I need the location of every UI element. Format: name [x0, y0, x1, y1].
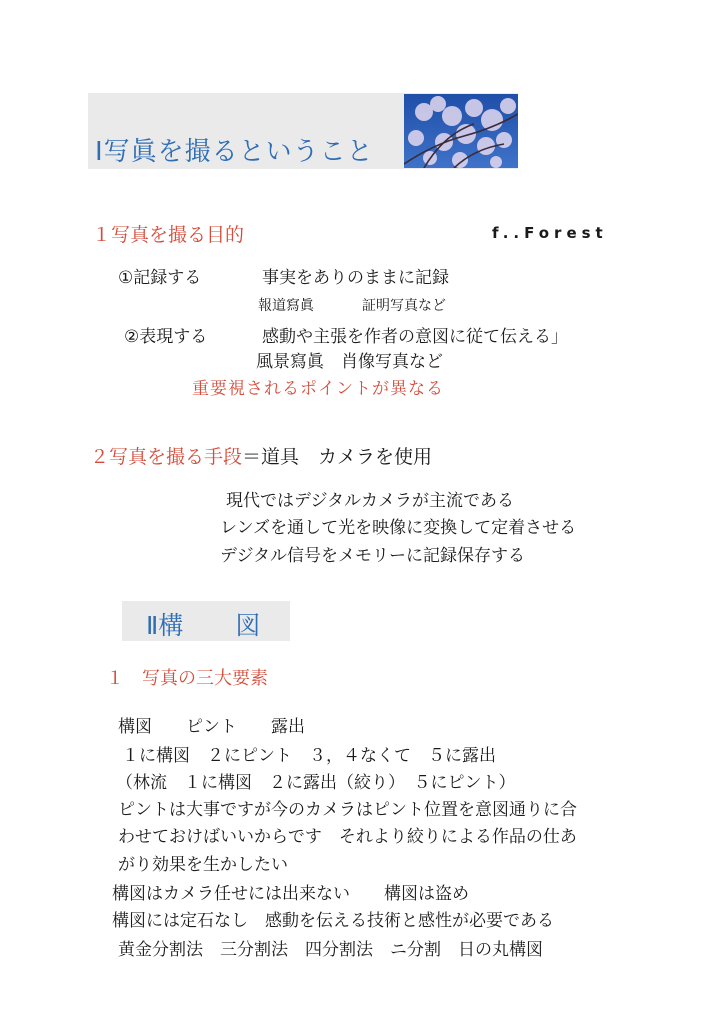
- item-1-desc: 事実をありのままに記録: [262, 268, 449, 288]
- section-2-title: [146, 606, 260, 642]
- elements-line-9: 黄金分割法 三分割法 四分割法 ニ分割 日の丸構図: [118, 940, 543, 960]
- subsection-1-2-heading-red: ２写真を撮る手段: [90, 446, 243, 468]
- item-1-example-1: 報道寫眞: [258, 298, 314, 314]
- means-line-1: 現代ではデジタルカメラが主流である: [226, 491, 514, 511]
- section-2-title-a: Ⅱ構: [146, 611, 184, 640]
- elements-line-8: 構図には定石なし 感動を伝える技術と感性が必要である: [112, 911, 554, 931]
- section-1-title: Ⅰ写眞を撮るということ: [95, 137, 374, 167]
- elements-line-5: わせておけばいいからです それより絞りによる作品の仕あ: [118, 827, 577, 847]
- means-line-2: レンズを通して光を映像に変換して定着させる: [220, 518, 577, 538]
- emphasis-text: 重要視されるポイントが異なる: [192, 379, 444, 399]
- elements-line-4: ピントは大事ですが今のカメラはピント位置を意図通りに合: [118, 800, 577, 820]
- subsection-1-2-heading-rest: ＝道具 カメラを使用: [242, 446, 433, 468]
- subsection-2-1-heading: １ 写真の三大要素: [106, 668, 268, 689]
- item-2-examples: 風景寫眞 肖像写真など: [256, 352, 443, 372]
- item-2-desc: 感動や主張を作者の意図に従て伝える」: [262, 327, 568, 347]
- subsection-1-1-heading: １写真を撮る目的: [92, 224, 245, 246]
- elements-line-6: がり効果を生かしたい: [118, 855, 288, 875]
- subsection-1-2-heading: [90, 442, 432, 469]
- signature: f..Forest: [492, 224, 608, 242]
- cherry-blossom-photo: [404, 94, 518, 168]
- means-line-3: デジタル信号をメモリーに記録保存する: [220, 546, 525, 566]
- item-2-label: ②表現する: [124, 327, 208, 347]
- elements-line-7: 構図はカメラ任せには出来ない 構図は盗め: [112, 884, 469, 904]
- elements-line-3: （林流 １に構図 ２に露出（絞り） ５にピント）: [116, 773, 516, 793]
- elements-line-1: 構図 ピント 露出: [118, 717, 305, 737]
- item-1-label: ①記録する: [118, 268, 202, 288]
- elements-line-2: １に構図 ２にピント ３，４なくて ５に露出: [122, 746, 496, 766]
- item-1-example-2: 証明写真など: [362, 298, 446, 314]
- section-2-title-b: 図: [235, 611, 261, 640]
